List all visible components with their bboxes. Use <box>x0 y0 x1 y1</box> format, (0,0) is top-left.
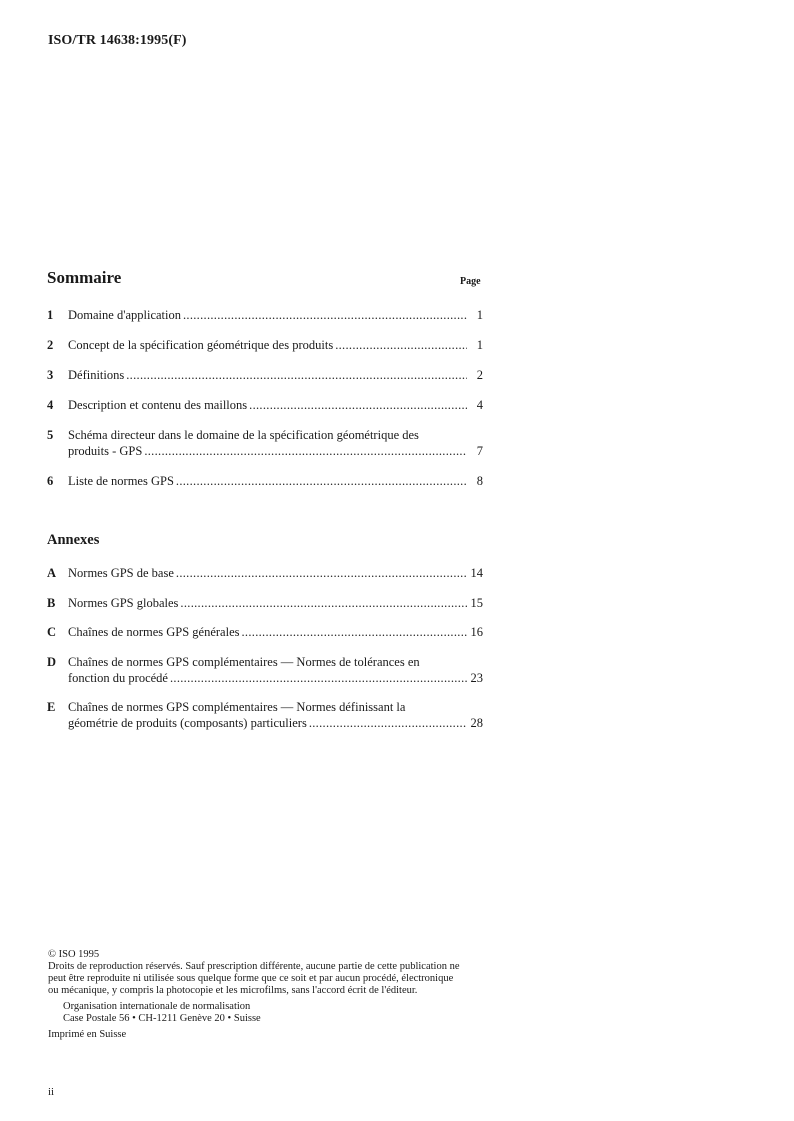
annex-entry-e <box>47 699 483 731</box>
toc-entry-text: Description et contenu des maillons <box>68 398 248 412</box>
annex-entry-text: fonction du procédé <box>68 671 168 685</box>
leader-dots <box>176 473 467 489</box>
toc-entry-text: Liste de normes GPS <box>68 474 174 488</box>
annex-letter: D <box>47 655 57 669</box>
rights-text-line: Droits de reproduction réservés. Sauf prescription différente, aucune partie de cette publication ne <box>48 961 460 972</box>
toc-entry-2 <box>47 337 483 353</box>
leader-dots <box>176 565 467 581</box>
toc-entry-number: 2 <box>47 338 54 352</box>
leader-dots <box>335 337 467 353</box>
toc-entry-number: 6 <box>47 474 54 488</box>
page-column-label: Page <box>460 276 481 287</box>
toc-entry-text: produits - GPS <box>68 444 143 458</box>
annexes-title: Annexes <box>47 532 100 548</box>
toc-entry-page: 7 <box>476 444 483 458</box>
toc-entry-text: Concept de la spécification géométrique des produits <box>68 338 334 352</box>
leader-dots <box>170 670 467 686</box>
leader-dots <box>249 397 467 413</box>
postal-address: Case Postale 56 • CH-1211 Genève 20 • Suisse <box>63 1013 261 1024</box>
annex-entry-d <box>47 654 483 686</box>
toc-entry-3 <box>47 367 483 383</box>
toc-entry-page: 2 <box>476 368 483 382</box>
annex-entry-a <box>47 565 483 581</box>
toc-entry-number: 4 <box>47 398 54 412</box>
footer-page-number: ii <box>48 1086 55 1098</box>
rights-text-line: peut être reproduite ni utilisée sous quelque forme que ce soit et par aucun procédé, électronique <box>48 973 454 984</box>
leader-dots <box>144 443 467 459</box>
leader-dots <box>309 715 467 731</box>
toc-entry-text: Schéma directeur dans le domaine de la spécification géométrique des <box>68 428 419 442</box>
toc-entry-6 <box>47 473 483 489</box>
annex-entry-page: 15 <box>470 596 483 610</box>
leader-dots <box>180 595 467 611</box>
rights-text-line: ou mécanique, y compris la photocopie et les microfilms, sans l'accord écrit de l'éditeur. <box>48 985 418 996</box>
copyright-block <box>48 949 498 1041</box>
organization-name: Organisation internationale de normalisation <box>63 1001 251 1012</box>
annex-letter: E <box>47 700 56 714</box>
document-id-header: ISO/TR 14638:1995(F) <box>48 33 187 48</box>
annex-entry-text: Normes GPS globales <box>68 596 179 610</box>
annex-entry-text: géométrie de produits (composants) particuliers <box>68 716 307 730</box>
contents-title: Sommaire <box>47 268 122 287</box>
toc-entry-5 <box>47 427 483 459</box>
toc-entry-1 <box>47 307 483 323</box>
annex-entry-page: 23 <box>470 671 483 685</box>
leader-dots <box>242 624 468 640</box>
annex-entry-text: Normes GPS de base <box>68 566 174 580</box>
annex-entry-text: Chaînes de normes GPS générales <box>68 625 240 639</box>
leader-dots <box>126 367 467 383</box>
annex-entry-page: 16 <box>470 625 483 639</box>
printed-in: Imprimé en Suisse <box>48 1029 127 1040</box>
annex-entry-text: Chaînes de normes GPS complémentaires — Normes définissant la <box>68 700 406 714</box>
toc-entry-number: 1 <box>47 308 54 322</box>
annex-letter: B <box>47 596 56 610</box>
annex-letter: A <box>47 566 57 580</box>
annex-letter: C <box>47 625 57 639</box>
annex-entry-page: 28 <box>470 716 483 730</box>
toc-entry-page: 1 <box>476 338 483 352</box>
toc-entry-text: Domaine d'application <box>68 308 181 322</box>
leader-dots <box>183 307 467 323</box>
toc-entry-number: 5 <box>47 428 54 442</box>
annex-entry-b <box>47 595 483 611</box>
annex-entry-text: Chaînes de normes GPS complémentaires — Normes de tolérances en <box>68 655 420 669</box>
copyright-notice: © ISO 1995 <box>48 949 100 960</box>
annex-entry-c <box>47 624 483 640</box>
toc-entry-page: 8 <box>476 474 483 488</box>
toc-entry-page: 1 <box>476 308 483 322</box>
toc-entry-text: Définitions <box>68 368 125 382</box>
toc-entry-number: 3 <box>47 368 54 382</box>
annex-entry-page: 14 <box>470 566 483 580</box>
toc-entry-page: 4 <box>476 398 483 412</box>
toc-entry-4 <box>47 397 483 413</box>
